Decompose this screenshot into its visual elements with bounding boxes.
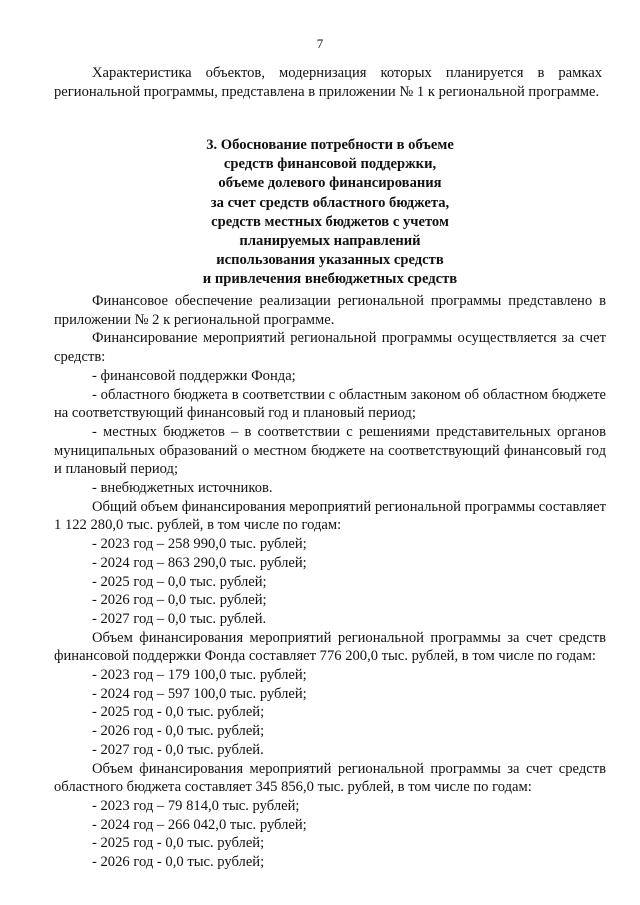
section-title-line: планируемых направлений: [239, 233, 421, 250]
list-item: - 2025 год – 0,0 тыс. рублей;: [92, 573, 267, 590]
list-item: - 2023 год – 179 100,0 тыс. рублей;: [92, 667, 307, 684]
list-item: - 2027 год – 0,0 тыс. рублей.: [92, 610, 267, 627]
paragraph: Финансовое обеспечение реализации региональной программы представлено в приложении № 2 к региональной программе.: [54, 293, 606, 328]
list-item: - 2023 год – 258 990,0 тыс. рублей;: [92, 536, 307, 553]
section-title-line: за счет средств областного бюджета,: [210, 194, 450, 211]
section-title: [120, 136, 540, 290]
list-item: - 2024 год – 863 290,0 тыс. рублей;: [92, 554, 307, 571]
paragraph: Объем финансирования мероприятий региональной программы за счет средств финансовой поддержки Фонда составляет 776 200,0 тыс. рублей, в том числе по годам:: [54, 629, 606, 665]
section-title-line: средств местных бюджетов с учетом: [211, 213, 449, 230]
section-title-line: объеме долевого финансирования: [218, 175, 442, 192]
list-item: - 2025 год - 0,0 тыс. рублей;: [92, 835, 265, 852]
intro-paragraph: Характеристика объектов, модернизация которых планируется в рамках региональной программы, представлена в приложении № 1 к региональной программе.: [54, 65, 602, 100]
list-item: - внебюджетных источников.: [92, 480, 273, 497]
section-title-line: и привлечения внебюджетных средств: [202, 271, 458, 288]
list-item: - местных бюджетов – в соответствии с решениями представительных органов муниципальных образований о местном бюджете на соответствующий финансовый год и плановый период;: [54, 423, 606, 478]
section-title-line: средств финансовой поддержки,: [223, 156, 437, 173]
body-text: [54, 292, 606, 872]
list-item: - 2024 год – 597 100,0 тыс. рублей;: [92, 685, 307, 702]
list-item: - финансовой поддержки Фонда;: [92, 367, 296, 384]
list-item: - 2024 год – 266 042,0 тыс. рублей;: [92, 816, 307, 833]
list-item: - 2027 год - 0,0 тыс. рублей.: [92, 741, 264, 758]
list-item: - 2026 год - 0,0 тыс. рублей;: [92, 723, 265, 740]
paragraph: Общий объем финансирования мероприятий региональной программы составляет 1 122 280,0 тыс. рублей, в том числе по годам:: [54, 498, 606, 534]
page-number: 7: [316, 36, 324, 51]
paragraph: Объем финансирования мероприятий региональной программы за счет средств областного бюджета составляет 345 856,0 тыс. рублей, в том числе по годам:: [54, 760, 606, 796]
section-title-line: 3. Обоснование потребности в объеме: [206, 137, 454, 153]
paragraph: Финансирование мероприятий региональной программы осуществляется за счет средств:: [54, 330, 606, 366]
list-item: - 2025 год - 0,0 тыс. рублей;: [92, 704, 265, 721]
list-item: - 2026 год – 0,0 тыс. рублей;: [92, 592, 267, 609]
list-item: - областного бюджета в соответствии с областным законом об областном бюджете на соответствующий финансовый год и плановый период;: [54, 386, 606, 422]
list-item: - 2026 год - 0,0 тыс. рублей;: [92, 854, 265, 871]
list-item: - 2023 год – 79 814,0 тыс. рублей;: [92, 797, 300, 814]
section-title-line: использования указанных средств: [216, 252, 444, 269]
